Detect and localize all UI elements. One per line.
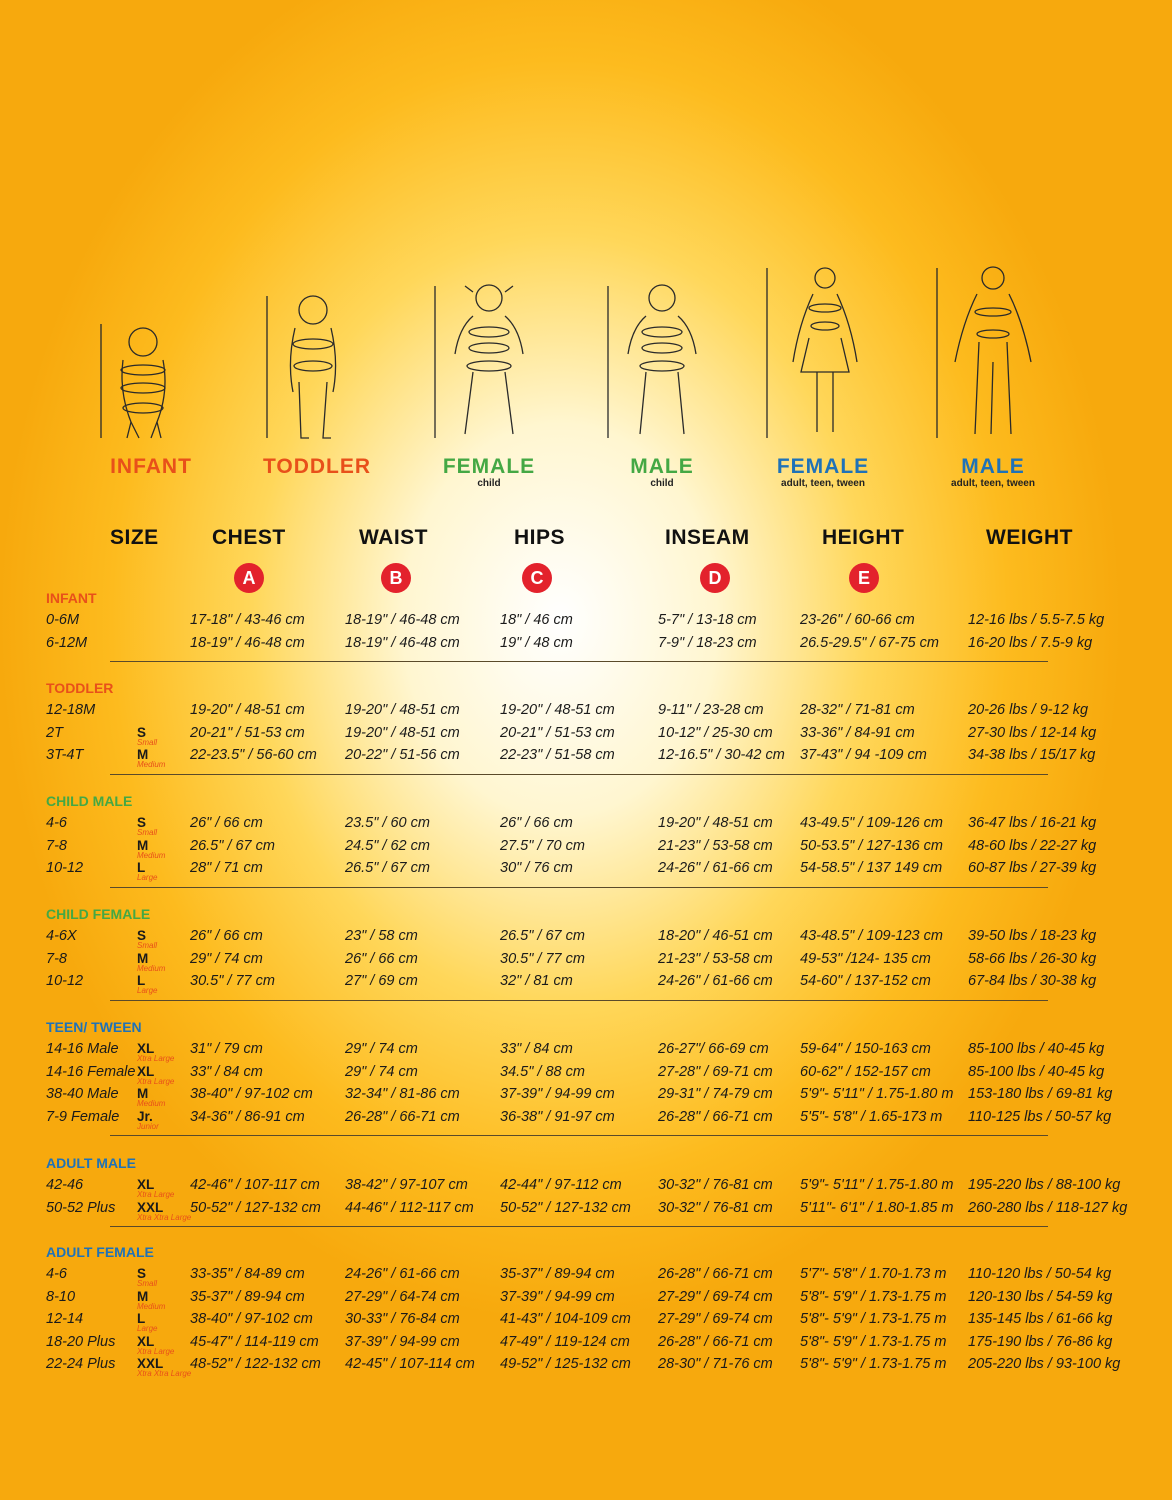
section-title: INFANT (46, 590, 97, 606)
cell-chest: 45-47" / 114-119 cm (190, 1333, 319, 1350)
child-female-figure-icon (404, 262, 574, 452)
cell-waist: 26.5" / 67 cm (345, 860, 430, 877)
marker-d-badge: D (700, 563, 730, 593)
cell-size-code-label: Medium (137, 760, 166, 770)
cell-inseam: 27-29" / 69-74 cm (658, 1288, 773, 1305)
header-waist: WAIST (359, 526, 428, 549)
cell-waist: 29" / 74 cm (345, 1041, 418, 1057)
cell-chest: 20-21" / 51-53 cm (190, 724, 305, 741)
cell-chest: 33-35" / 84-89 cm (190, 1266, 305, 1282)
cell-size-code: S (137, 928, 147, 943)
cell-waist: 29" / 74 cm (345, 1063, 418, 1080)
cell-weight: 120-130 lbs / 54-59 kg (968, 1288, 1113, 1305)
cell-hips: 36-38" / 91-97 cm (500, 1108, 615, 1125)
cell-chest: 30.5" / 77 cm (190, 973, 275, 990)
cell-height: 5'9"- 5'11" / 1.75-1.80 m (800, 1086, 954, 1103)
cell-weight: 260-280 lbs / 118-127 kg (968, 1199, 1128, 1216)
cell-waist: 32-34" / 81-86 cm (345, 1086, 460, 1103)
cell-chest: 33" / 84 cm (190, 1063, 263, 1080)
cell-size-code-label: Medium (137, 1301, 166, 1311)
cell-height: 5'5"- 5'8" / 1.65-173 m (800, 1108, 943, 1125)
cell-size-code-label: Xtra Large (137, 1076, 175, 1086)
cell-inseam: 28-30" / 71-76 cm (658, 1356, 773, 1373)
cell-size-code-label: Medium (137, 1099, 166, 1109)
cell-height: 54-58.5" / 137 149 cm (800, 860, 943, 877)
cell-size: 2T (46, 724, 63, 741)
cell-hips: 30" / 76 cm (500, 860, 573, 877)
cell-size: 7-8 (46, 837, 67, 854)
toddler-figure-icon (232, 262, 402, 452)
figure-2 (232, 262, 402, 478)
cell-height: 28-32" / 71-81 cm (800, 702, 915, 718)
cell-size: 4-6X (46, 928, 77, 944)
cell-inseam: 29-31" / 74-79 cm (658, 1086, 773, 1103)
table-row (0, 1041, 1172, 1063)
cell-hips: 50-52" / 127-132 cm (500, 1199, 631, 1216)
cell-weight: 27-30 lbs / 12-14 kg (968, 724, 1097, 741)
header-weight: WEIGHT (986, 526, 1073, 549)
section-divider (110, 661, 1048, 662)
table-row (0, 1356, 1172, 1378)
cell-weight: 12-16 lbs / 5.5-7.5 kg (968, 612, 1105, 628)
cell-hips: 47-49" / 119-124 cm (500, 1333, 630, 1350)
cell-inseam: 30-32" / 76-81 cm (658, 1177, 773, 1193)
cell-chest: 19-20" / 48-51 cm (190, 702, 305, 718)
cell-hips: 32" / 81 cm (500, 973, 573, 990)
figure-3 (404, 262, 574, 490)
figure-label: INFANT (110, 455, 192, 478)
cell-waist: 26-28" / 66-71 cm (345, 1108, 460, 1125)
section-divider (110, 887, 1048, 888)
cell-hips: 41-43" / 104-109 cm (500, 1311, 631, 1328)
cell-size-code-label: Xtra Large (137, 1054, 175, 1063)
cell-waist: 27" / 69 cm (345, 973, 418, 990)
cell-weight: 34-38 lbs / 15/17 kg (968, 747, 1096, 764)
cell-hips: 27.5" / 70 cm (500, 837, 585, 854)
table-row (0, 1289, 1172, 1311)
cell-weight: 48-60 lbs / 22-27 kg (968, 837, 1097, 854)
section-title: CHILD FEMALE (46, 906, 151, 922)
cell-size-code: XL (137, 1333, 155, 1349)
cell-inseam: 10-12" / 25-30 cm (658, 724, 773, 741)
cell-chest: 29" / 74 cm (190, 950, 263, 967)
marker-c-badge: C (522, 563, 552, 593)
cell-height: 43-49.5" / 109-126 cm (800, 815, 943, 831)
cell-size-code: M (137, 950, 149, 966)
cell-inseam: 24-26" / 61-66 cm (658, 860, 773, 877)
cell-hips: 49-52" / 125-132 cm (500, 1356, 631, 1373)
cell-chest: 38-40" / 97-102 cm (190, 1311, 313, 1328)
table-row (0, 973, 1172, 995)
figure-sublabel: child (477, 478, 501, 489)
cell-height: 54-60" / 137-152 cm (800, 973, 931, 990)
table-row (0, 928, 1172, 950)
cell-size: 12-14 (46, 1311, 84, 1328)
cell-waist: 37-39" / 94-99 cm (345, 1333, 460, 1350)
cell-height: 43-48.5" / 109-123 cm (800, 928, 943, 944)
cell-weight: 20-26 lbs / 9-12 kg (968, 702, 1089, 718)
cell-chest: 38-40" / 97-102 cm (190, 1086, 313, 1103)
cell-hips: 35-37" / 89-94 cm (500, 1266, 615, 1282)
cell-size-code: M (137, 747, 149, 763)
adult-female-figure-icon (738, 262, 908, 452)
figure-sublabel: adult, teen, tween (781, 478, 865, 489)
cell-size-code-label: Small (137, 1279, 158, 1288)
header-hips: HIPS (514, 526, 566, 549)
cell-weight: 85-100 lbs / 40-45 kg (968, 1041, 1105, 1057)
table-row (0, 951, 1172, 973)
cell-size-code: L (137, 860, 146, 876)
table-row (0, 747, 1172, 769)
cell-inseam: 9-11" / 23-28 cm (658, 702, 764, 718)
cell-inseam: 26-28" / 66-71 cm (658, 1333, 773, 1350)
cell-size-code-label: Xtra Large (137, 1190, 175, 1199)
cell-waist: 44-46" / 112-117 cm (345, 1199, 474, 1216)
cell-waist: 24-26" / 61-66 cm (345, 1266, 460, 1282)
cell-weight: 16-20 lbs / 7.5-9 kg (968, 634, 1093, 651)
cell-size: 10-12 (46, 973, 84, 990)
cell-weight: 175-190 lbs / 76-86 kg (968, 1333, 1113, 1350)
cell-chest: 26.5" / 67 cm (190, 837, 275, 854)
cell-waist: 18-19" / 46-48 cm (345, 612, 460, 628)
cell-inseam: 5-7" / 13-18 cm (658, 612, 757, 628)
cell-weight: 110-125 lbs / 50-57 kg (968, 1108, 1112, 1125)
table-row (0, 725, 1172, 747)
cell-weight: 67-84 lbs / 30-38 kg (968, 973, 1097, 990)
cell-size-code: M (137, 1288, 149, 1304)
table-row (0, 1311, 1172, 1333)
cell-waist: 30-33" / 76-84 cm (345, 1311, 460, 1328)
cell-chest: 18-19" / 46-48 cm (190, 634, 305, 651)
cell-size-code-label: Large (137, 1324, 158, 1334)
cell-inseam: 21-23" / 53-58 cm (658, 837, 773, 854)
cell-waist: 19-20" / 48-51 cm (345, 702, 460, 718)
marker-e-badge: E (849, 563, 879, 593)
cell-size-code: XL (137, 1177, 155, 1192)
cell-hips: 19" / 48 cm (500, 634, 573, 651)
cell-waist: 23.5" / 60 cm (345, 815, 430, 831)
cell-hips: 20-21" / 51-53 cm (500, 724, 615, 741)
cell-inseam: 30-32" / 76-81 cm (658, 1199, 773, 1216)
cell-chest: 22-23.5" / 56-60 cm (190, 747, 317, 764)
cell-chest: 28" / 71 cm (190, 860, 263, 877)
cell-height: 60-62" / 152-157 cm (800, 1063, 931, 1080)
cell-waist: 24.5" / 62 cm (345, 837, 430, 854)
cell-weight: 110-120 lbs / 50-54 kg (968, 1266, 1112, 1282)
cell-size: 12-18M (46, 702, 96, 718)
cell-chest: 35-37" / 89-94 cm (190, 1288, 305, 1305)
cell-size-code: XL (137, 1041, 155, 1056)
cell-size: 42-46 (46, 1177, 84, 1193)
child-male-figure-icon (577, 262, 747, 452)
cell-height: 26.5-29.5" / 67-75 cm (800, 634, 939, 651)
section-divider (110, 1226, 1048, 1227)
cell-size-code-label: Large (137, 986, 158, 996)
table-row (0, 1177, 1172, 1199)
figure-1 (66, 262, 236, 478)
cell-waist: 23" / 58 cm (345, 928, 418, 944)
cell-waist: 26" / 66 cm (345, 950, 418, 967)
cell-chest: 31" / 79 cm (190, 1041, 263, 1057)
figure-5 (738, 262, 908, 490)
cell-size-code-label: Small (137, 828, 158, 837)
cell-weight: 195-220 lbs / 88-100 kg (968, 1177, 1121, 1193)
cell-size: 50-52 Plus (46, 1199, 116, 1216)
cell-size-code: S (137, 724, 147, 740)
section-title: TEEN/ TWEEN (46, 1019, 142, 1035)
cell-size-code-label: Small (137, 941, 158, 950)
cell-size-code-label: Xtra Xtra Large (137, 1212, 192, 1222)
cell-waist: 20-22" / 51-56 cm (345, 747, 460, 764)
section-divider (110, 1000, 1048, 1001)
table-row (0, 635, 1172, 657)
section-divider (110, 1135, 1048, 1136)
cell-height: 5'8"- 5'9" / 1.73-1.75 m (800, 1311, 947, 1328)
cell-size-code: M (137, 837, 149, 853)
adult-male-figure-icon (908, 262, 1078, 452)
cell-hips: 37-39" / 94-99 cm (500, 1086, 615, 1103)
header-size: SIZE (110, 526, 159, 549)
cell-size-code-label: Small (137, 737, 158, 747)
cell-size-code-label: Medium (137, 963, 166, 973)
table-row (0, 1266, 1172, 1288)
table-row (0, 1334, 1172, 1356)
cell-height: 37-43" / 94 -109 cm (800, 747, 927, 764)
cell-inseam: 18-20" / 46-51 cm (658, 928, 773, 944)
cell-hips: 19-20" / 48-51 cm (500, 702, 615, 718)
cell-inseam: 7-9" / 18-23 cm (658, 634, 757, 651)
cell-chest: 42-46" / 107-117 cm (190, 1177, 320, 1193)
cell-size: 0-6M (46, 612, 80, 628)
cell-inseam: 26-27"/ 66-69 cm (658, 1041, 769, 1057)
cell-size-code: M (137, 1086, 149, 1102)
header-inseam: INSEAM (665, 526, 750, 549)
cell-size: 6-12M (46, 634, 88, 651)
cell-size: 14-16 Female (46, 1063, 136, 1080)
section-divider (110, 774, 1048, 775)
cell-size-code-label: Large (137, 873, 158, 883)
table-row (0, 1200, 1172, 1222)
figure-label: MALE (961, 455, 1025, 478)
section-title: ADULT MALE (46, 1155, 136, 1171)
cell-hips: 26.5" / 67 cm (500, 928, 585, 944)
cell-height: 5'11"- 6'1" / 1.80-1.85 m (800, 1199, 954, 1216)
cell-chest: 26" / 66 cm (190, 928, 263, 944)
cell-chest: 34-36" / 86-91 cm (190, 1108, 305, 1125)
cell-weight: 39-50 lbs / 18-23 kg (968, 928, 1097, 944)
cell-size-code-label: Xtra Xtra Large (137, 1369, 192, 1379)
cell-size-code-label: Xtra Large (137, 1346, 175, 1356)
cell-height: 59-64" / 150-163 cm (800, 1041, 931, 1057)
cell-hips: 42-44" / 97-112 cm (500, 1177, 622, 1193)
cell-inseam: 24-26" / 61-66 cm (658, 973, 773, 990)
cell-height: 5'8"- 5'9" / 1.73-1.75 m (800, 1288, 947, 1305)
cell-inseam: 27-28" / 69-71 cm (658, 1063, 773, 1080)
table-row (0, 702, 1172, 724)
cell-waist: 27-29" / 64-74 cm (345, 1288, 460, 1305)
cell-weight: 153-180 lbs / 69-81 kg (968, 1086, 1113, 1103)
cell-inseam: 26-28" / 66-71 cm (658, 1108, 773, 1125)
cell-height: 5'7"- 5'8" / 1.70-1.73 m (800, 1266, 947, 1282)
cell-size: 7-8 (46, 950, 67, 967)
cell-hips: 26" / 66 cm (500, 815, 573, 831)
cell-height: 5'9"- 5'11" / 1.75-1.80 m (800, 1177, 954, 1193)
figure-sublabel: child (650, 478, 674, 489)
figure-6 (908, 262, 1078, 490)
cell-chest: 48-52" / 122-132 cm (190, 1356, 321, 1373)
marker-b-badge: B (381, 563, 411, 593)
cell-waist: 38-42" / 97-107 cm (345, 1177, 468, 1193)
cell-inseam: 27-29" / 69-74 cm (658, 1311, 773, 1328)
cell-size-code-label: Medium (137, 850, 166, 860)
cell-hips: 37-39" / 94-99 cm (500, 1288, 615, 1305)
cell-weight: 85-100 lbs / 40-45 kg (968, 1063, 1105, 1080)
cell-size: 10-12 (46, 860, 84, 877)
cell-size-code: L (137, 1311, 146, 1327)
cell-height: 5'8"- 5'9" / 1.73-1.75 m (800, 1356, 947, 1373)
cell-hips: 33" / 84 cm (500, 1041, 573, 1057)
cell-waist: 19-20" / 48-51 cm (345, 724, 460, 741)
table-row (0, 1109, 1172, 1131)
cell-weight: 36-47 lbs / 16-21 kg (968, 815, 1097, 831)
cell-size: 22-24 Plus (46, 1356, 116, 1373)
cell-chest: 17-18" / 43-46 cm (190, 612, 305, 628)
cell-height: 49-53" /124- 135 cm (800, 950, 931, 967)
cell-hips: 30.5" / 77 cm (500, 950, 585, 967)
table-row (0, 838, 1172, 860)
cell-size-code: L (137, 973, 146, 989)
cell-height: 23-26" / 60-66 cm (800, 612, 915, 628)
figure-label: TODDLER (262, 455, 372, 478)
cell-height: 33-36" / 84-91 cm (800, 724, 915, 741)
table-row (0, 612, 1172, 634)
cell-size: 38-40 Male (46, 1086, 119, 1103)
cell-chest: 26" / 66 cm (190, 815, 263, 831)
cell-size-code: XXL (137, 1199, 164, 1215)
cell-hips: 22-23" / 51-58 cm (500, 747, 615, 764)
figure-4 (577, 262, 747, 490)
cell-size-code: S (137, 815, 147, 830)
figure-label: MALE (630, 455, 694, 478)
table-row (0, 1086, 1172, 1108)
cell-size-code: S (137, 1266, 147, 1281)
cell-size: 7-9 Female (46, 1108, 120, 1125)
cell-waist: 42-45" / 107-114 cm (345, 1356, 475, 1373)
figure-sublabel: adult, teen, tween (951, 478, 1035, 489)
cell-height: 5'8"- 5'9" / 1.73-1.75 m (800, 1333, 947, 1350)
cell-hips: 18" / 46 cm (500, 612, 573, 628)
cell-size-code: Jr. (137, 1108, 153, 1124)
table-row (0, 1064, 1172, 1086)
cell-inseam: 12-16.5" / 30-42 cm (658, 747, 785, 764)
cell-waist: 18-19" / 46-48 cm (345, 634, 460, 651)
cell-size-code-label: Junior (137, 1121, 159, 1131)
cell-hips: 34.5" / 88 cm (500, 1063, 585, 1080)
section-title: ADULT FEMALE (46, 1244, 154, 1260)
cell-weight: 60-87 lbs / 27-39 kg (968, 860, 1097, 877)
header-height: HEIGHT (822, 526, 905, 549)
marker-a-badge: A (234, 563, 264, 593)
table-row (0, 815, 1172, 837)
cell-size: 8-10 (46, 1288, 76, 1305)
table-row (0, 860, 1172, 882)
cell-size-code: XL (137, 1063, 155, 1079)
cell-weight: 58-66 lbs / 26-30 kg (968, 950, 1097, 967)
cell-chest: 50-52" / 127-132 cm (190, 1199, 321, 1216)
header-chest: CHEST (212, 526, 286, 549)
cell-weight: 205-220 lbs / 93-100 kg (968, 1356, 1121, 1373)
cell-size: 3T-4T (46, 747, 84, 764)
cell-inseam: 19-20" / 48-51 cm (658, 815, 773, 831)
cell-size-code: XXL (137, 1356, 164, 1372)
infant-figure-icon (66, 262, 236, 452)
figure-label: FEMALE (442, 455, 536, 478)
cell-height: 50-53.5" / 127-136 cm (800, 837, 943, 854)
section-title: CHILD MALE (46, 793, 133, 809)
cell-size: 4-6 (46, 815, 67, 831)
figure-label: FEMALE (776, 455, 870, 478)
cell-size: 4-6 (46, 1266, 67, 1282)
cell-size: 14-16 Male (46, 1041, 119, 1057)
cell-inseam: 21-23" / 53-58 cm (658, 950, 773, 967)
cell-size: 18-20 Plus (46, 1333, 116, 1350)
cell-inseam: 26-28" / 66-71 cm (658, 1266, 773, 1282)
cell-weight: 135-145 lbs / 61-66 kg (968, 1311, 1113, 1328)
section-title: TODDLER (46, 680, 114, 696)
